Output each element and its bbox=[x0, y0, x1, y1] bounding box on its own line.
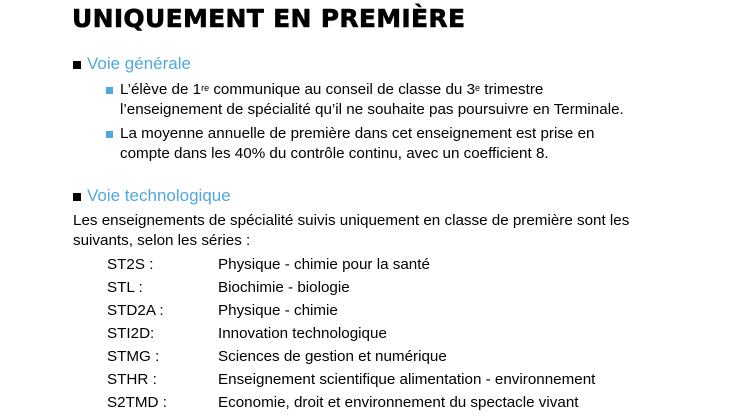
series-code: STHR : bbox=[107, 371, 157, 388]
intro-line: suivants, selon les séries : bbox=[73, 231, 251, 249]
series-list bbox=[107, 255, 595, 416]
series-row bbox=[107, 370, 595, 393]
black-square-bullet-icon bbox=[73, 193, 81, 201]
bullet-text-part: L’élève de 1 bbox=[120, 81, 202, 98]
bullet-item bbox=[106, 80, 706, 119]
bullet-text bbox=[120, 80, 706, 119]
superscript: re bbox=[201, 83, 210, 93]
bullet-text-line: La moyenne annuelle de première dans cet enseignement est prise en bbox=[120, 125, 595, 142]
series-code: S2TMD : bbox=[107, 394, 167, 411]
blue-square-bullet-icon bbox=[106, 131, 113, 138]
series-subject: Physique - chimie pour la santé bbox=[218, 256, 430, 273]
section-heading-voie-generale bbox=[73, 54, 191, 74]
section-heading-text: Voie générale bbox=[87, 54, 191, 73]
series-code: STI2D: bbox=[107, 325, 155, 342]
series-row bbox=[107, 393, 595, 416]
series-code: ST2S : bbox=[107, 256, 154, 273]
bullet-text-part: communique au conseil de classe du 3 bbox=[209, 81, 476, 98]
series-subject: Physique - chimie bbox=[218, 302, 338, 319]
series-code: STD2A : bbox=[107, 302, 164, 319]
blue-square-bullet-icon bbox=[106, 87, 113, 94]
intro-line: Les enseignements de spécialité suivis uniquement en classe de première sont les bbox=[73, 212, 630, 229]
series-subject: Biochimie - biologie bbox=[218, 279, 350, 296]
bullet-item bbox=[106, 124, 706, 163]
bullet-text-part: trimestre bbox=[480, 81, 544, 98]
series-row bbox=[107, 278, 595, 301]
series-row bbox=[107, 301, 595, 324]
series-subject: Innovation technologique bbox=[218, 325, 387, 342]
bullet-text bbox=[120, 124, 706, 163]
superscript: e bbox=[475, 83, 481, 93]
series-row bbox=[107, 347, 595, 370]
page-title: UNIQUEMENT EN PREMIÈRE bbox=[72, 4, 466, 33]
series-row bbox=[107, 255, 595, 278]
series-code: STL : bbox=[107, 279, 143, 296]
bullet-text-line: l’enseignement de spécialité qu’il ne souhaite pas poursuivre en Terminale. bbox=[120, 100, 624, 118]
series-row bbox=[107, 324, 595, 347]
series-code: STMG : bbox=[107, 348, 160, 365]
intro-paragraph bbox=[73, 211, 713, 250]
black-square-bullet-icon bbox=[73, 61, 81, 69]
section-heading-text: Voie technologique bbox=[87, 186, 231, 205]
series-subject: Enseignement scientifique alimentation - environnement bbox=[218, 371, 596, 388]
bullet-text-line: compte dans les 40% du contrôle continu, avec un coefficient 8. bbox=[120, 144, 549, 162]
section-heading-voie-technologique bbox=[73, 186, 231, 206]
series-subject: Sciences de gestion et numérique bbox=[218, 348, 447, 365]
series-subject: Economie, droit et environnement du spectacle vivant bbox=[218, 394, 579, 411]
